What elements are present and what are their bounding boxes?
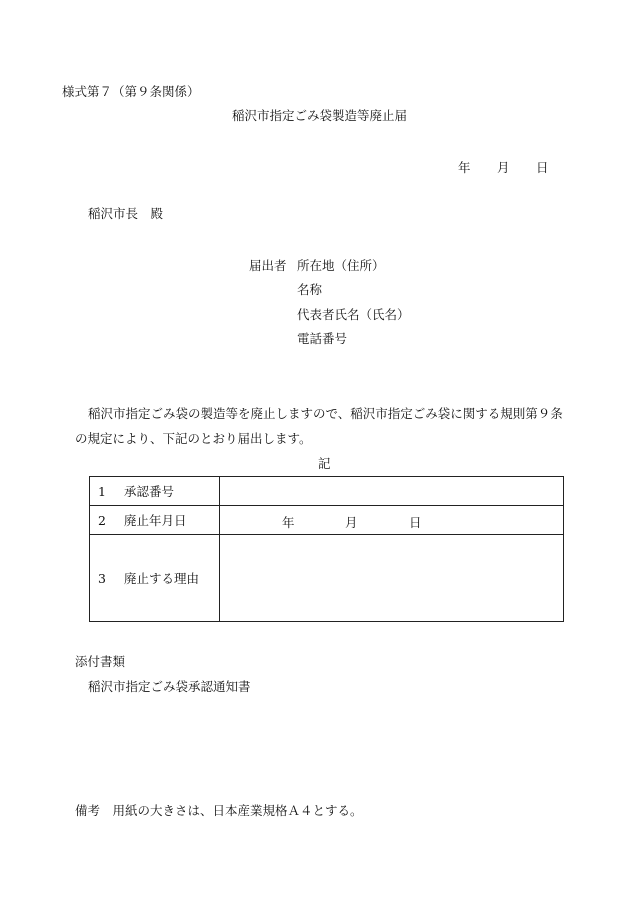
row-label: 廃止年月日 (124, 513, 187, 528)
table-row (90, 535, 564, 622)
ki-heading: 記 (318, 456, 331, 471)
applicant-label: 届出者 (249, 258, 287, 273)
body-text-line2: の規定により、下記のとおり届出します。 (75, 431, 312, 446)
details-table (89, 476, 564, 622)
applicant-address: 所在地（住所） (297, 258, 385, 273)
applicant-name: 名称 (297, 282, 323, 297)
table-row (90, 506, 564, 535)
row-number: 1 (98, 484, 106, 499)
row-label: 承認番号 (124, 484, 175, 499)
row-label: 廃止する理由 (124, 571, 200, 586)
date-month-label: 月 (497, 160, 510, 175)
table-label-cell (90, 477, 220, 506)
abolition-date-line (220, 513, 563, 530)
abolition-year-label: 年 (282, 515, 295, 530)
form-number: 様式第７（第９条関係） (62, 84, 200, 99)
date-year-label: 年 (458, 160, 471, 175)
approval-number-field[interactable] (220, 477, 564, 506)
abolition-month-label: 月 (345, 515, 358, 530)
applicant-phone: 電話番号 (297, 331, 348, 346)
table-row (90, 477, 564, 506)
row-number: 3 (98, 571, 106, 586)
attachments-heading: 添付書類 (75, 654, 126, 669)
addressee: 稲沢市長 殿 (88, 206, 164, 221)
document-title: 稲沢市指定ごみ袋製造等廃止届 (232, 108, 408, 123)
abolition-day-label: 日 (409, 515, 422, 530)
date-day-label: 日 (536, 160, 549, 175)
table-label-cell (90, 535, 220, 622)
table-label-cell (90, 506, 220, 535)
abolition-date-field[interactable] (220, 506, 564, 535)
row-number: 2 (98, 513, 106, 528)
attachments-item: 稲沢市指定ごみ袋承認通知書 (88, 679, 251, 694)
body-text-line1: 稲沢市指定ごみ袋の製造等を廃止しますので、稲沢市指定ごみ袋に関する規則第９条 (88, 406, 563, 421)
applicant-representative: 代表者氏名（氏名） (297, 307, 410, 322)
remarks: 備考 用紙の大きさは、日本産業規格Ａ４とする。 (75, 803, 363, 818)
abolition-reason-field[interactable] (220, 535, 564, 622)
